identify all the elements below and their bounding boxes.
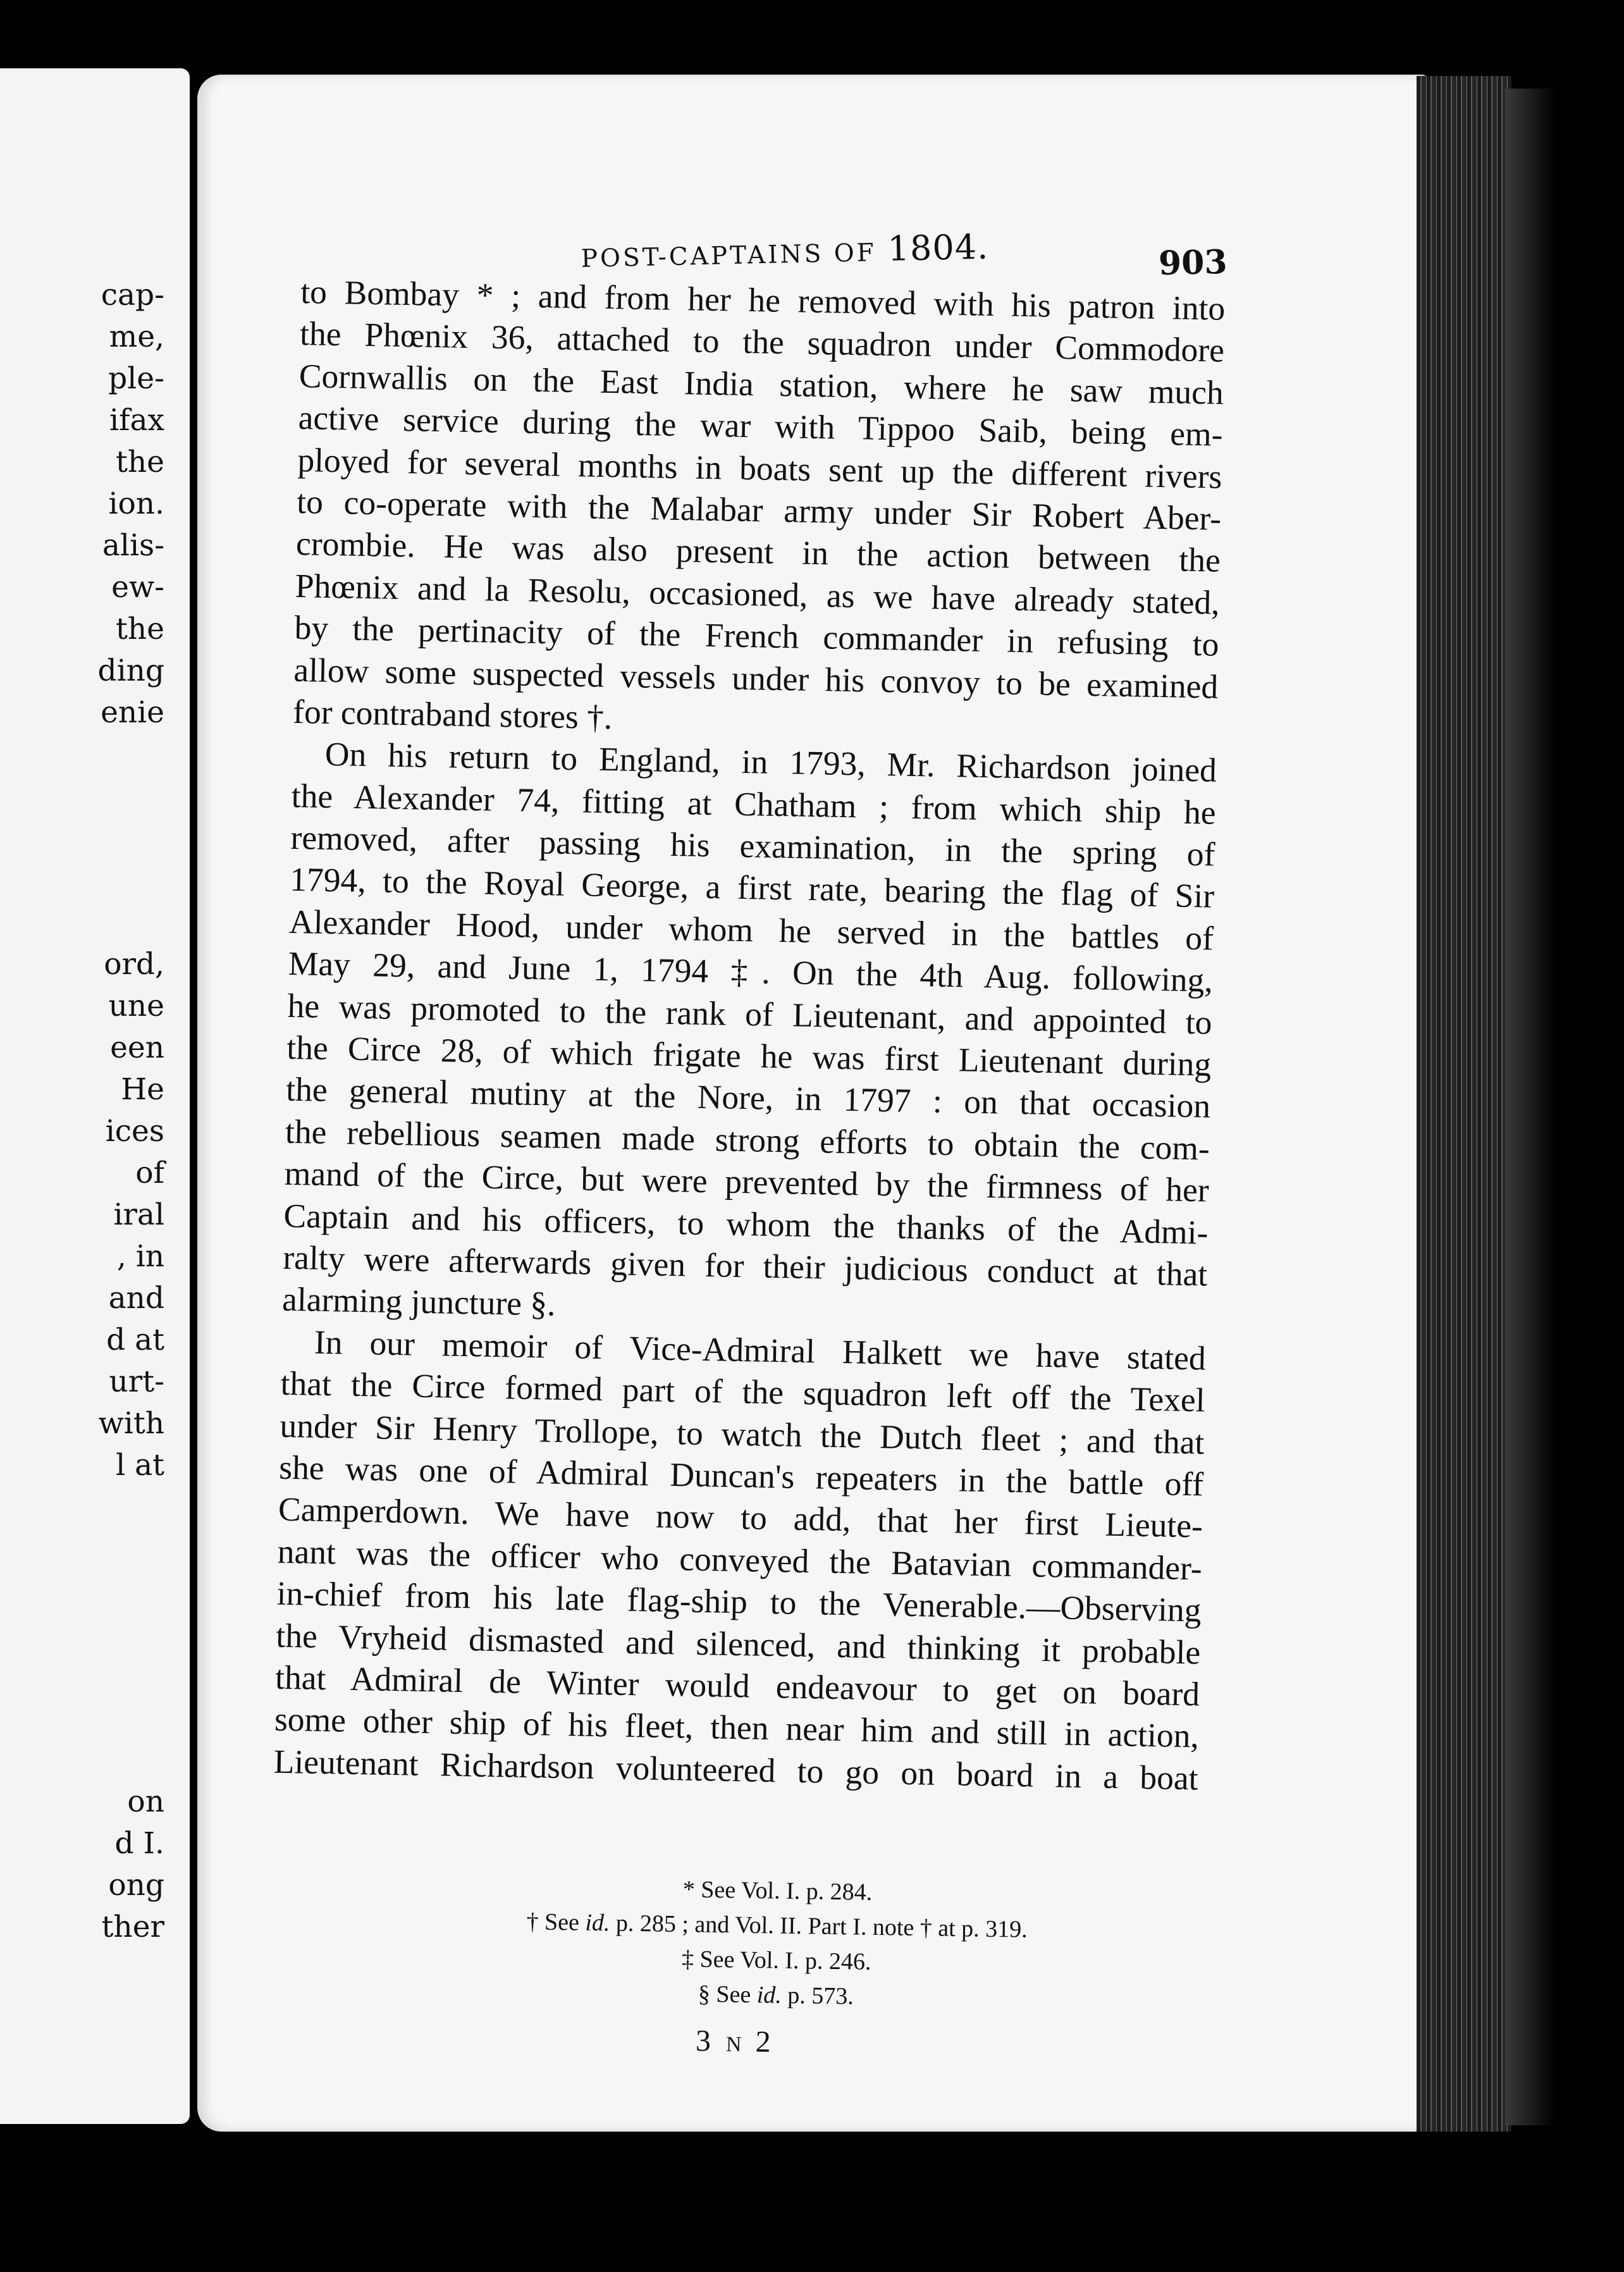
body-line: ployed for several months in boats sent up the different rivers xyxy=(297,440,1222,496)
previous-page-fragment: ices xyxy=(105,1114,164,1149)
previous-page-fragment: ther xyxy=(101,1910,164,1944)
footnote-2-ibid: id. xyxy=(585,1909,610,1937)
previous-page-fragment: on xyxy=(127,1784,164,1819)
body-line: removed, after passing his examination, in the spring of xyxy=(290,818,1215,874)
previous-page-fragment: ifax xyxy=(109,403,164,438)
page-edge-stack xyxy=(1417,76,1511,2132)
footnote-4-lead: § See xyxy=(698,1980,758,2009)
running-head-year: 1804. xyxy=(887,226,989,269)
signature-letter: N xyxy=(725,2032,744,2057)
previous-page-fragment: me, xyxy=(109,319,164,354)
body-line: for contraband stores †. xyxy=(292,692,613,737)
body-line: in-chief from his late flag-ship to the Venerable.—Observing xyxy=(276,1574,1202,1629)
previous-page-fragment: alis- xyxy=(102,528,164,563)
body-line: under Sir Henry Trollope, to watch the Dutch fleet ; and that xyxy=(279,1406,1205,1462)
previous-page-fragment: iral xyxy=(113,1197,164,1232)
body-line: she was one of Admiral Duncan's repeaters in the battle off xyxy=(278,1448,1204,1503)
body-line: the Circe 28, of which frigate he was first Lieutenant during xyxy=(286,1028,1212,1084)
body-line: May 29, and June 1, 1794 ‡. On the 4th Aug. following, xyxy=(288,944,1214,999)
body-line: mand of the Circe, but were prevented by the firmness of her xyxy=(284,1154,1210,1209)
body-line: the Vryheid dismasted and silenced, and thinking it probable xyxy=(275,1616,1201,1671)
body-line: to co-operate with the Malabar army under Sir Robert Aber- xyxy=(296,482,1222,538)
body-line: Captain and his officers, to whom the thanks of the Admi- xyxy=(283,1196,1209,1252)
body-line: On his return to England, in 1793, Mr. Richardson joined xyxy=(324,735,1217,789)
body-line: Alexander Hood, under whom he served in the battles of xyxy=(288,902,1214,958)
body-line: that the Circe formed part of the squadron left off the Texel xyxy=(280,1364,1206,1419)
previous-page-fragment: een xyxy=(110,1030,164,1065)
footnote-3: ‡ See Vol. I. p. 246. xyxy=(681,1946,871,1975)
body-line: the Alexander 74, fitting at Chatham ; from which ship he xyxy=(291,776,1217,832)
body-line: the general mutiny at the Nore, in 1797 : on that occasion xyxy=(285,1070,1211,1125)
body-line: 1794, to the Royal George, a first rate, bearing the flag of Sir xyxy=(289,860,1215,916)
body-line: the rebellious seamen made strong efforts to obtain the com- xyxy=(285,1112,1210,1168)
body-line: by the pertinacity of the French commander in refusing to xyxy=(294,608,1219,664)
body-line: crombie. He was also present in the action between the xyxy=(295,524,1221,580)
footnote-1: * See Vol. I. p. 284. xyxy=(682,1876,873,1906)
previous-page-fragment: urt- xyxy=(109,1364,164,1399)
previous-page-fragment: the xyxy=(116,445,164,479)
previous-page-fragment: ding xyxy=(97,653,164,688)
previous-page-fragment: l at xyxy=(116,1448,164,1483)
previous-page-fragment: ple- xyxy=(108,361,164,396)
previous-page-fragment: and xyxy=(108,1281,164,1316)
body-line: allow some suspected vessels under his convoy to be examined xyxy=(293,650,1219,706)
previous-page-fragment: He xyxy=(121,1072,164,1107)
printer-signature-mark xyxy=(696,2023,775,2059)
previous-page-fragment: ord, xyxy=(104,947,164,982)
body-line: ralty were afterwards given for their judicious conduct at that xyxy=(282,1238,1208,1293)
previous-page-fragment: with xyxy=(98,1406,164,1441)
previous-page-fragment: of xyxy=(135,1156,164,1190)
previous-page-fragment: enie xyxy=(101,695,164,730)
body-line: Phœnix and la Resolu, occasioned, as we have already stated, xyxy=(295,566,1221,622)
previous-page-fragment: une xyxy=(108,989,164,1023)
body-line: some other ship of his fleet, then near him and still in action, xyxy=(274,1700,1200,1755)
body-line: In our memoir of Vice-Admiral Halkett we have stated xyxy=(314,1323,1207,1378)
footnote-4-rest: p. 573. xyxy=(781,1982,854,2010)
footnotes xyxy=(352,1867,1202,2020)
body-line: active service during the war with Tippoo Saib, being em- xyxy=(298,398,1224,454)
body-line: Camperdown. We have now to add, that her first Lieute- xyxy=(278,1490,1203,1545)
footnote-2-rest: p. 285 ; and Vol. II. Part I. note † at p. 319. xyxy=(610,1910,1028,1943)
footnote-2-lead: † See xyxy=(526,1908,586,1936)
body-line: the Phœnix 36, attached to the squadron under Commodore xyxy=(299,314,1225,370)
body-line: Cornwallis on the East India station, where he saw much xyxy=(298,356,1224,412)
body-line: alarming juncture §. xyxy=(281,1280,556,1324)
previous-page-fragment: ong xyxy=(108,1868,164,1903)
previous-page-fragment: d at xyxy=(106,1323,164,1357)
body-text xyxy=(273,271,1226,1799)
signature-sheet: 2 xyxy=(755,2025,775,2059)
body-line: nant was the officer who conveyed the Batavian commander- xyxy=(277,1532,1203,1588)
running-head xyxy=(581,226,989,275)
running-title: POST-CAPTAINS OF xyxy=(581,238,877,273)
body-line: he was promoted to the rank of Lieutenant, and appointed to xyxy=(287,986,1213,1042)
previous-page-fragment: ew- xyxy=(111,570,164,605)
previous-page-fragment: , in xyxy=(116,1239,164,1274)
previous-page-fragment: the xyxy=(116,612,164,646)
previous-page-edge xyxy=(0,68,190,2124)
body-line: to Bombay * ; and from her he removed with his patron into xyxy=(300,272,1226,328)
body-line: that Admiral de Winter would endeavour to get on board xyxy=(274,1658,1200,1713)
binding-shadow xyxy=(1505,89,1556,2125)
signature-number: 3 xyxy=(695,2024,715,2058)
footnote-4-ibid: id. xyxy=(756,1982,782,2009)
body-line: Lieutenant Richardson volunteered to go on board in a boat xyxy=(273,1742,1199,1798)
previous-page-fragment: cap- xyxy=(101,278,164,312)
previous-page-fragment: ion. xyxy=(108,486,164,521)
page-number: 903 xyxy=(1158,242,1228,283)
previous-page-fragment: d I. xyxy=(114,1826,164,1861)
